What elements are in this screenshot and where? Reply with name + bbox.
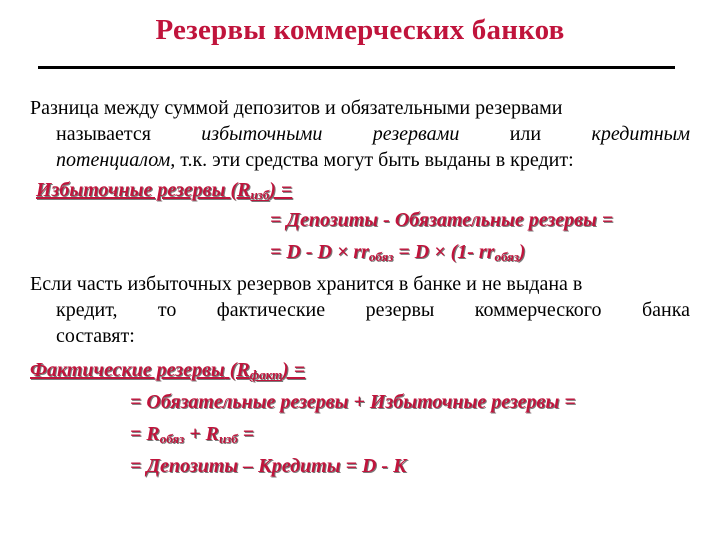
subscript: изб	[218, 431, 238, 446]
text-segment: или	[509, 123, 542, 145]
text-segment: + R	[184, 423, 219, 445]
title-divider	[38, 66, 675, 69]
paragraph-2-line-2: кредит, то фактические резервы коммерческого банка	[56, 299, 690, 321]
text-segment: = D × (1- rr	[393, 241, 495, 263]
paragraph-2-line-1: Если часть избыточных резервов хранится в банке и не выдана в	[30, 273, 583, 295]
subscript: обяз	[368, 249, 394, 264]
text-segment: кредитным	[591, 123, 690, 145]
text-segment: ) =	[282, 359, 306, 381]
paragraph-1-line-2	[56, 122, 690, 146]
subscript: изб	[250, 187, 270, 202]
subscript: обяз	[494, 249, 519, 264]
text-segment: )	[518, 241, 526, 263]
text-segment: (R	[225, 179, 251, 201]
text-segment: избыточными	[201, 123, 323, 145]
text-segment: =	[237, 423, 255, 445]
paragraph-2-line-3: составят:	[56, 325, 135, 347]
actual-reserves-heading	[30, 358, 305, 382]
subscript: обяз	[159, 431, 185, 446]
text-segment: = D - D × rr	[270, 241, 369, 263]
actual-reserves-formula-line-2: = Обязательные резервы + Избыточные резервы =	[130, 391, 576, 413]
excess-reserves-heading	[36, 178, 292, 202]
excess-reserves-label: Избыточные резервы	[36, 179, 226, 201]
paragraph-1-line-1: Разница между суммой депозитов и обязательными резервами	[30, 97, 563, 119]
text-segment: (R	[224, 359, 250, 381]
text-segment: резервами	[372, 123, 460, 145]
text-segment: ) =	[269, 179, 293, 201]
text-segment: т.к. эти средства могут быть выданы в кредит:	[175, 149, 574, 171]
actual-reserves-formula-line-4: = Депозиты – Кредиты = D - K	[130, 455, 407, 477]
subscript: факт	[249, 367, 283, 382]
excess-reserves-formula-line-2: = Депозиты - Обязательные резервы =	[270, 209, 614, 231]
excess-reserves-formula-line-3	[270, 240, 526, 264]
text-segment: потенциалом,	[56, 149, 176, 171]
text-segment: = R	[130, 423, 160, 445]
text-segment: называется	[56, 123, 151, 145]
paragraph-1-line-3	[56, 148, 574, 172]
actual-reserves-formula-line-3	[130, 422, 254, 446]
page-title: Резервы коммерческих банков	[155, 14, 565, 46]
actual-reserves-label: Фактические резервы	[30, 359, 225, 381]
